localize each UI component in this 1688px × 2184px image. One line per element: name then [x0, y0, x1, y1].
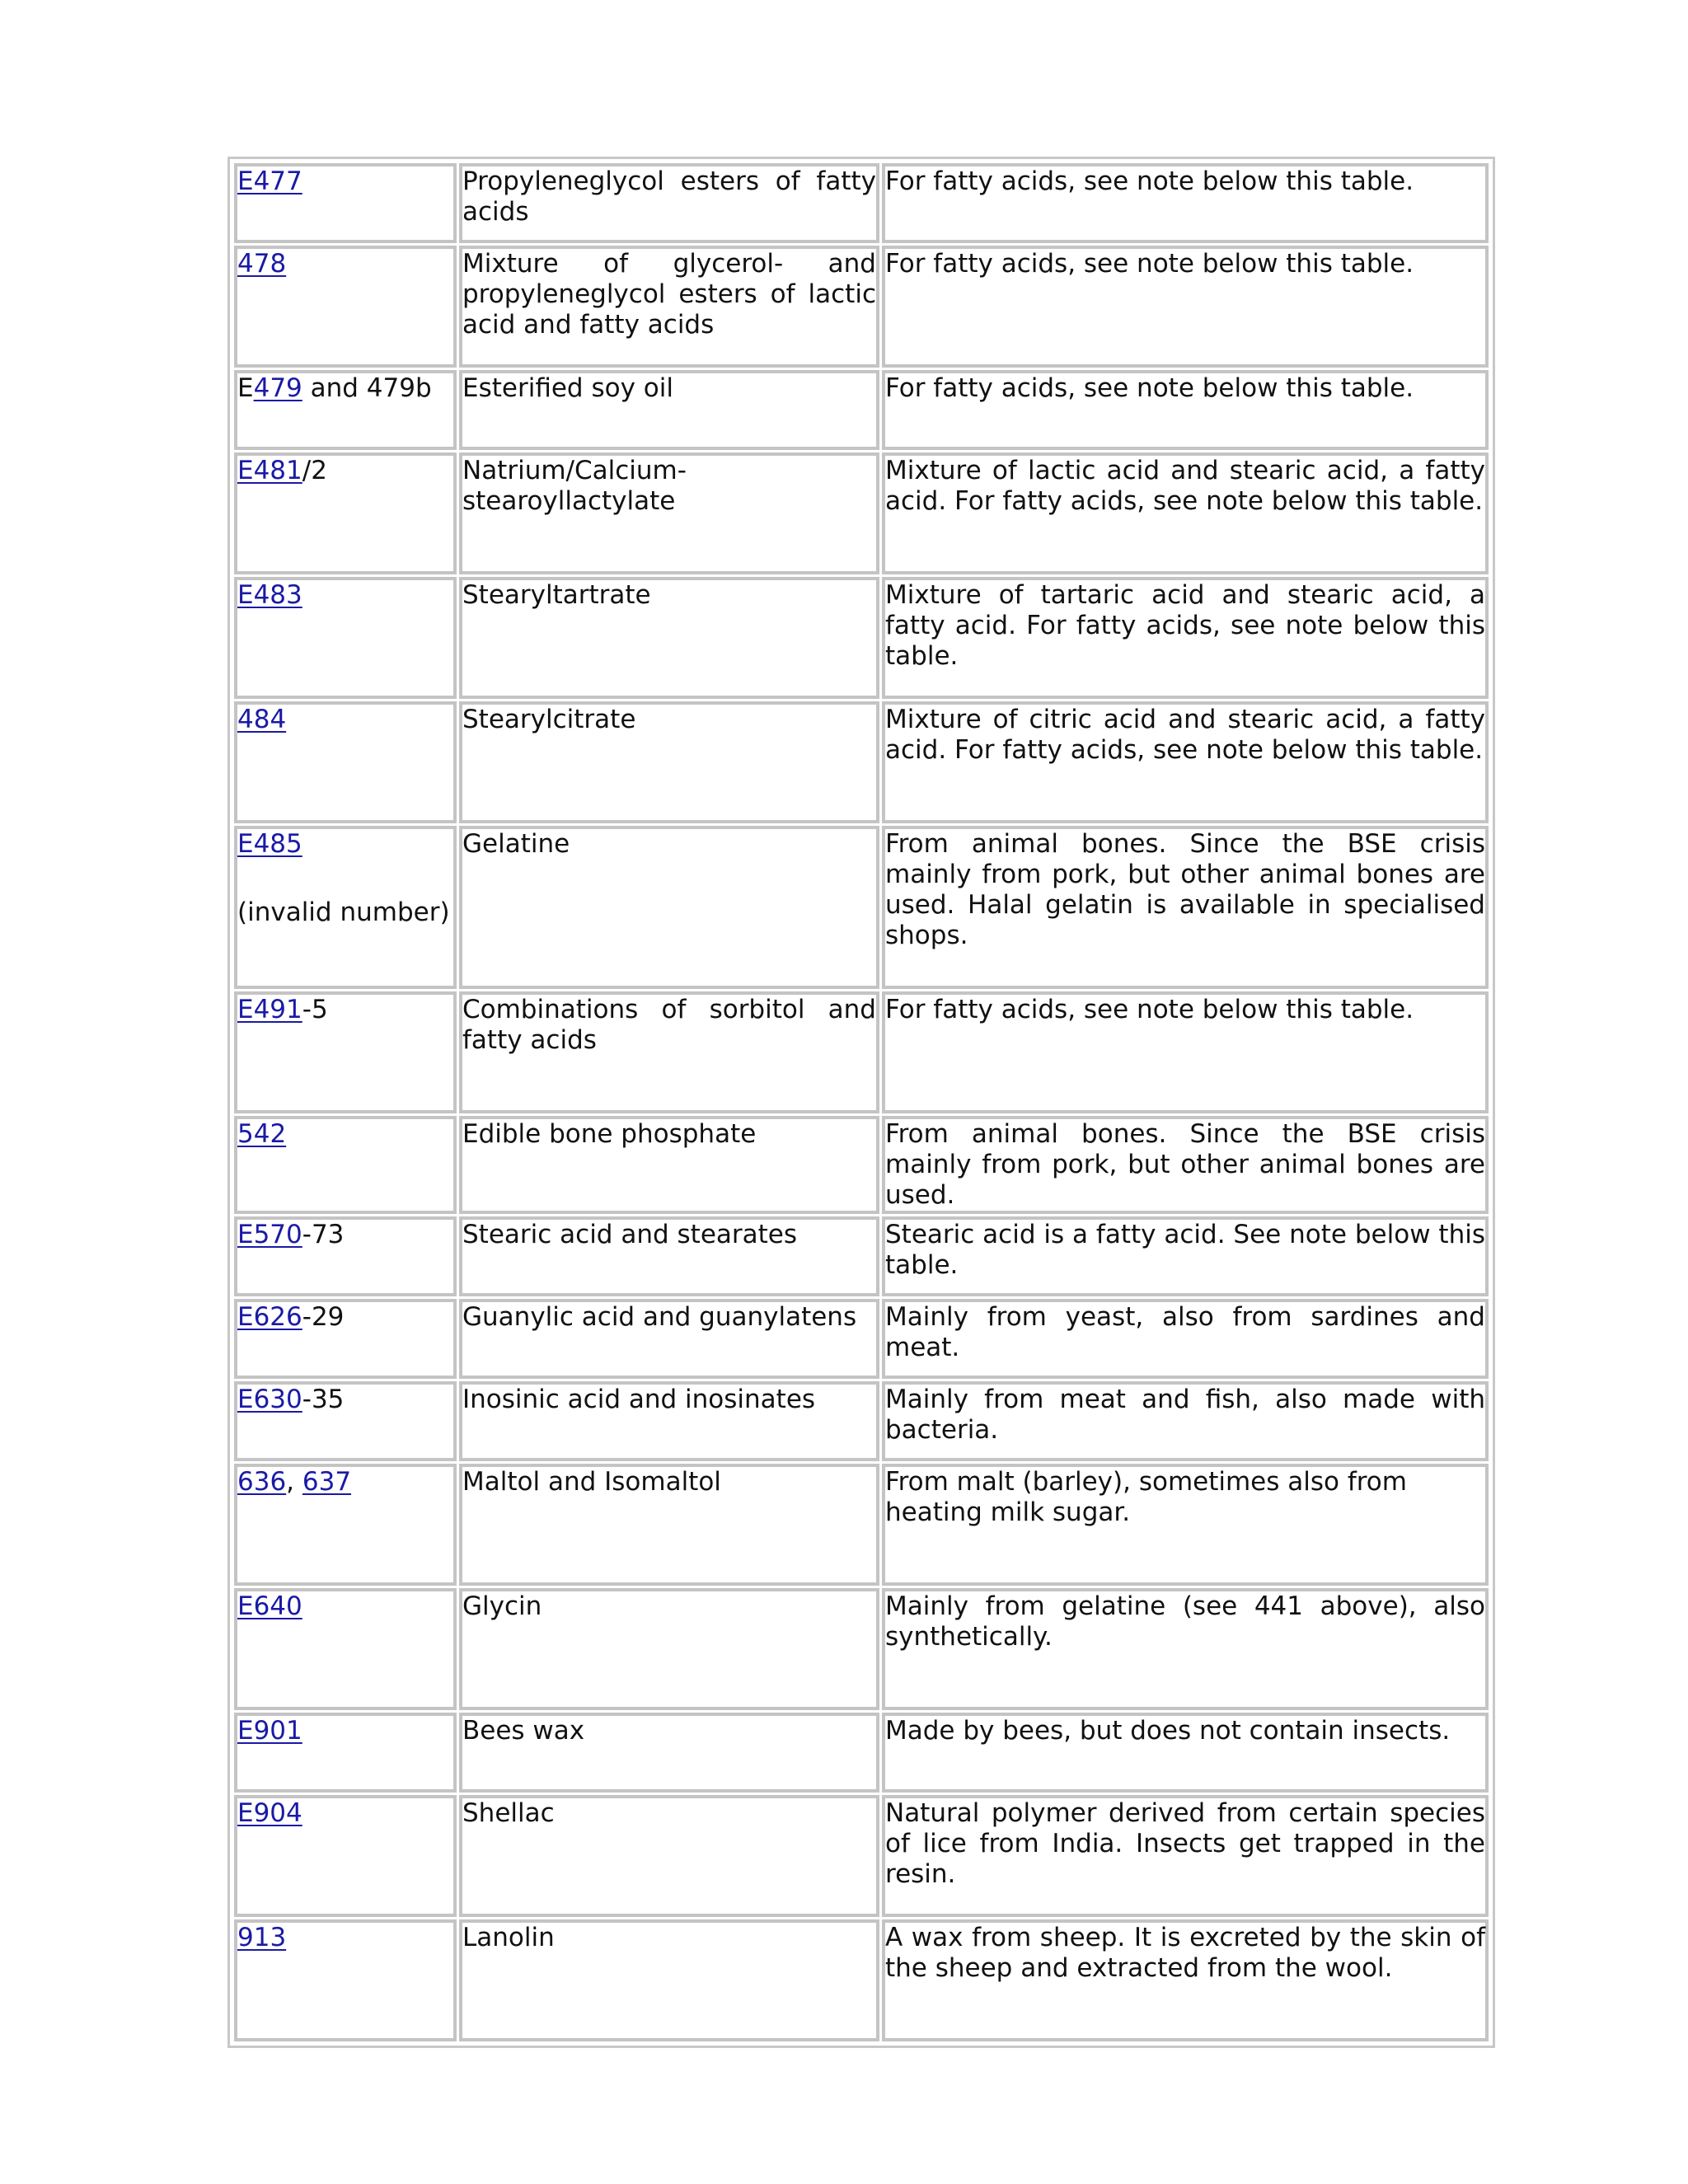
additive-note-cell: Mainly from meat and fish, also made with bacteria. [882, 1381, 1489, 1461]
code-subnote: (invalid number) [237, 898, 450, 927]
table-row [234, 826, 1489, 989]
additive-code-link[interactable]: 636 [237, 1467, 287, 1497]
additive-code-link[interactable]: E481 [237, 456, 302, 485]
code-suffix: -5 [302, 995, 328, 1024]
additive-code-cell [234, 163, 457, 243]
table-row [234, 1299, 1489, 1379]
table-row [234, 1588, 1489, 1710]
additive-code-cell [234, 826, 457, 989]
additive-note-cell: For fatty acids, see note below this table. [882, 246, 1489, 368]
additive-note-cell: For fatty acids, see note below this table. [882, 991, 1489, 1113]
table-row [234, 1464, 1489, 1586]
additive-note-cell: Mixture of tartaric acid and stearic acid, a fatty acid. For fatty acids, see note below this table. [882, 577, 1489, 699]
additive-code-link[interactable]: E491 [237, 995, 302, 1024]
code-suffix: and 479b [302, 373, 432, 403]
table-row [234, 452, 1489, 574]
code-suffix: -29 [302, 1302, 345, 1332]
additive-code-cell [234, 1299, 457, 1379]
table-row [234, 991, 1489, 1113]
table-row [234, 163, 1489, 243]
additive-code-cell [234, 1381, 457, 1461]
additive-code-cell [234, 577, 457, 699]
table-row [234, 1795, 1489, 1917]
code-suffix: -73 [302, 1220, 345, 1249]
additive-code-cell [234, 1116, 457, 1214]
additive-code-cell [234, 452, 457, 574]
additive-name-cell: Stearic acid and stearates [459, 1216, 879, 1296]
table-row [234, 246, 1489, 368]
table-row [234, 1116, 1489, 1214]
additive-code-cell [234, 246, 457, 368]
additive-name-cell: Combinations of sorbitol and fatty acids [459, 991, 879, 1113]
additive-name-cell: Stearyltartrate [459, 577, 879, 699]
additive-note-cell: For fatty acids, see note below this table. [882, 163, 1489, 243]
additive-name-cell: Bees wax [459, 1713, 879, 1793]
additive-name-cell: Maltol and Isomaltol [459, 1464, 879, 1586]
additive-code-link[interactable]: E640 [237, 1591, 302, 1621]
additive-code-cell [234, 1216, 457, 1296]
additive-code-link[interactable]: E477 [237, 166, 302, 196]
additive-name-cell: Mixture of glycerol- and propyleneglycol esters of lactic acid and fatty acids [459, 246, 879, 368]
table-row [234, 370, 1489, 450]
code-suffix: -35 [302, 1385, 345, 1414]
additive-code-cell [234, 1795, 457, 1917]
additive-name-cell: Edible bone phosphate [459, 1116, 879, 1214]
table-row [234, 701, 1489, 823]
additives-table-body [234, 163, 1489, 2041]
additive-note-cell: Natural polymer derived from certain species of lice from India. Insects get trapped in the resin. [882, 1795, 1489, 1917]
table-row [234, 1216, 1489, 1296]
additive-code-link[interactable]: 913 [237, 1923, 287, 1952]
additive-name-cell: Propyleneglycol esters of fatty acids [459, 163, 879, 243]
table-row [234, 1919, 1489, 2041]
additive-code-cell [234, 1919, 457, 2041]
additive-code-cell [234, 991, 457, 1113]
additive-code-link[interactable]: E901 [237, 1716, 302, 1746]
additive-note-cell: Stearic acid is a fatty acid. See note below this table. [882, 1216, 1489, 1296]
additive-note-cell: Mixture of citric acid and stearic acid, a fatty acid. For fatty acids, see note below this table. [882, 701, 1489, 823]
additives-table [232, 161, 1491, 2044]
additive-note-cell: Mainly from yeast, also from sardines and meat. [882, 1299, 1489, 1379]
code-suffix: /2 [302, 456, 327, 485]
additive-code-link[interactable]: E485 [237, 829, 302, 859]
additive-code-cell [234, 1713, 457, 1793]
additive-code-cell [234, 1464, 457, 1586]
additive-note-cell: Mixture of lactic acid and stearic acid, a fatty acid. For fatty acids, see note below this table. [882, 452, 1489, 574]
table-row [234, 1713, 1489, 1793]
additive-name-cell: Gelatine [459, 826, 879, 989]
code-separator: , [286, 1467, 302, 1497]
additive-note-cell: Made by bees, but does not contain insects. [882, 1713, 1489, 1793]
additive-note-cell: From animal bones. Since the BSE crisis mainly from pork, but other animal bones are used. Halal gelatin is available in specialised shops. [882, 826, 1489, 989]
additive-note-cell: Mainly from gelatine (see 441 above), also synthetically. [882, 1588, 1489, 1710]
additive-name-cell: Shellac [459, 1795, 879, 1917]
additive-code-cell [234, 370, 457, 450]
additive-note-cell: For fatty acids, see note below this table. [882, 370, 1489, 450]
additives-table-frame [227, 157, 1495, 2048]
additive-code-link[interactable]: 478 [237, 249, 287, 279]
additive-note-cell: A wax from sheep. It is excreted by the skin of the sheep and extracted from the wool. [882, 1919, 1489, 2041]
additive-name-cell: Guanylic acid and guanylatens [459, 1299, 879, 1379]
additive-code-link[interactable]: E570 [237, 1220, 302, 1249]
additive-name-cell: Stearylcitrate [459, 701, 879, 823]
additive-code-link[interactable]: 479 [253, 373, 302, 403]
additive-code-link[interactable]: E630 [237, 1385, 302, 1414]
additive-name-cell: Inosinic acid and inosinates [459, 1381, 879, 1461]
additive-code-cell [234, 1588, 457, 1710]
additive-code-cell [234, 701, 457, 823]
code-prefix: E [237, 373, 254, 403]
additive-code-link-secondary[interactable]: 637 [302, 1467, 352, 1497]
additive-note-cell: From malt (barley), sometimes also from heating milk sugar. [882, 1464, 1489, 1586]
table-row [234, 1381, 1489, 1461]
additive-code-link[interactable]: E904 [237, 1798, 302, 1828]
additive-code-link[interactable]: E483 [237, 580, 302, 610]
additive-code-link[interactable]: 542 [237, 1119, 287, 1149]
additive-name-cell: Natrium/Calcium-stearoyllactylate [459, 452, 879, 574]
additive-name-cell: Lanolin [459, 1919, 879, 2041]
additive-name-cell: Glycin [459, 1588, 879, 1710]
additive-code-link[interactable]: 484 [237, 705, 287, 734]
additive-note-cell: From animal bones. Since the BSE crisis mainly from pork, but other animal bones are used. [882, 1116, 1489, 1214]
additive-name-cell: Esterified soy oil [459, 370, 879, 450]
table-row [234, 577, 1489, 699]
additive-code-link[interactable]: E626 [237, 1302, 302, 1332]
